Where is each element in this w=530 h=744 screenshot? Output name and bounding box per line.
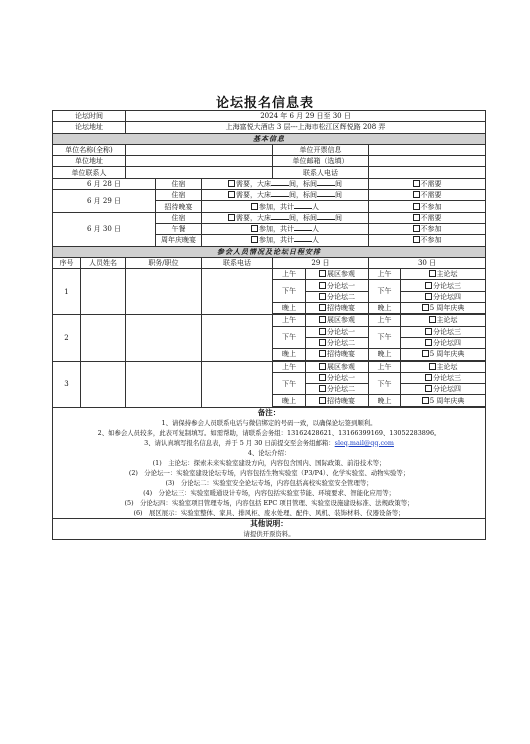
checkbox-icon[interactable] (319, 328, 326, 335)
checkbox-icon[interactable] (413, 203, 420, 210)
checkbox-icon[interactable] (422, 304, 429, 311)
participant-no: 3 (53, 361, 81, 407)
stay-label: 住宿 (156, 190, 202, 201)
opt-sub-forum-2[interactable]: 分论坛二 (306, 291, 369, 302)
opt-banquet[interactable]: 招待晚宴 (306, 303, 369, 314)
checkbox-icon[interactable] (429, 316, 436, 323)
page-title: 论坛报名信息表 (215, 96, 314, 111)
pm-label: 下午 (369, 326, 401, 349)
day-30-label: 6 月 30 日 (53, 212, 156, 246)
checkbox-icon[interactable] (319, 363, 326, 370)
checkbox-icon[interactable] (319, 293, 326, 300)
registration-form (52, 110, 486, 540)
pm-label: 下午 (273, 280, 306, 303)
checkbox-icon[interactable] (425, 374, 432, 381)
opt-sub-forum-4[interactable]: 分论坛四 (401, 337, 486, 348)
email-link[interactable]: sleq.mail@qq.com (334, 438, 394, 447)
participant-phone-field[interactable] (202, 361, 273, 407)
stay-28-no-need[interactable]: 不需要 (369, 178, 486, 189)
opt-main-forum[interactable]: 主论坛 (401, 361, 486, 372)
checkbox-icon[interactable] (429, 363, 436, 370)
note-line: 3、请认真填写报名信息表，并于 5 月 30 日前提交至会务组邮箱：sleq.mail@qq.com (144, 438, 394, 447)
eve-label: 晚上 (273, 349, 306, 360)
email-field[interactable] (369, 156, 486, 167)
participant-title-field[interactable] (126, 361, 202, 407)
checkbox-icon[interactable] (228, 191, 235, 198)
col-30: 30 日 (369, 257, 486, 268)
contact-phone-label: 联系人电话 (273, 167, 369, 178)
opt-exhibit[interactable]: 展区参观 (306, 269, 369, 280)
checkbox-icon[interactable] (425, 339, 432, 346)
contact-phone-field[interactable] (369, 167, 486, 178)
opt-anniversary[interactable]: 5 周年庆典 (401, 303, 486, 314)
note-item: (2) 分论坛一：实验室建设论坛专场，内容包括生物实验室（P3/P4）、化学实验室、动物实验等； (128, 468, 410, 477)
opt-sub-forum-1[interactable]: 分论坛一 (306, 372, 369, 383)
checkbox-icon[interactable] (251, 236, 258, 243)
checkbox-icon[interactable] (429, 270, 436, 277)
checkbox-icon[interactable] (425, 293, 432, 300)
contact-label: 单位联系人 (53, 167, 126, 178)
opt-sub-forum-1[interactable]: 分论坛一 (306, 280, 369, 291)
checkbox-icon[interactable] (319, 374, 326, 381)
participant-no: 2 (53, 315, 81, 361)
forum-address-label: 论坛地址 (53, 122, 126, 133)
checkbox-icon[interactable] (413, 236, 420, 243)
forum-time-label: 论坛时间 (53, 111, 126, 122)
note-line: 2、如参会人员较多，此表可复制填写。如需帮助，请联系会务组：13162428621、13166399169、13052283896。 (97, 428, 441, 437)
opt-sub-forum-2[interactable]: 分论坛二 (306, 384, 369, 395)
opt-sub-forum-3[interactable]: 分论坛三 (401, 280, 486, 291)
lunch-30-not-attend[interactable]: 不参加 (369, 223, 486, 234)
opt-sub-forum-3[interactable]: 分论坛三 (401, 326, 486, 337)
invoice-field[interactable] (369, 144, 486, 155)
checkbox-icon[interactable] (228, 214, 235, 221)
stay-label: 住宿 (156, 178, 202, 189)
other-text: 请提供开票资料。 (243, 529, 295, 538)
dinner-label: 招待晚宴 (156, 201, 202, 212)
pm-label: 下午 (273, 326, 306, 349)
stay-30-no-need[interactable]: 不需要 (369, 212, 486, 223)
opt-anniversary[interactable]: 5 周年庆典 (401, 395, 486, 406)
am-label: 上午 (273, 361, 306, 372)
other-section (53, 518, 486, 539)
checkbox-icon[interactable] (425, 282, 432, 289)
invoice-label: 单位开票信息 (273, 144, 369, 155)
col-29: 29 日 (273, 257, 369, 268)
checkbox-icon[interactable] (319, 304, 326, 311)
opt-sub-forum-2[interactable]: 分论坛二 (306, 337, 369, 348)
participant-title-field[interactable] (126, 269, 202, 315)
participant-no: 1 (53, 269, 81, 315)
opt-sub-forum-4[interactable]: 分论坛四 (401, 291, 486, 302)
checkbox-icon[interactable] (413, 225, 420, 232)
basic-info-header: 基本信息 (53, 133, 486, 144)
checkbox-icon[interactable] (425, 385, 432, 392)
opt-main-forum[interactable]: 主论坛 (401, 315, 486, 326)
forum-address-value: 上海富悦大酒店 3 层---上海市松江区辉悦路 208 弄 (126, 122, 486, 133)
checkbox-icon[interactable] (413, 191, 420, 198)
checkbox-icon[interactable] (319, 316, 326, 323)
participant-name-field[interactable] (81, 269, 126, 315)
am-label: 上午 (273, 269, 306, 280)
pm-label: 下午 (369, 280, 401, 303)
participant-phone-field[interactable] (202, 269, 273, 315)
anniversary-label: 周年庆晚宴 (156, 235, 202, 246)
notes-heading: 备注： (257, 407, 281, 417)
opt-exhibit[interactable]: 展区参观 (306, 315, 369, 326)
pm-label: 下午 (273, 372, 306, 395)
participant-title-field[interactable] (126, 315, 202, 361)
checkbox-icon[interactable] (319, 339, 326, 346)
notes-section (53, 407, 486, 518)
eve-label: 晚上 (273, 395, 306, 406)
stay-29-need[interactable]: 需要，大床 间，标间 间 (202, 190, 369, 201)
company-address-label: 单位地址 (53, 156, 126, 167)
company-name-label: 单位名称(全称) (53, 144, 126, 155)
col-phone: 联系电话 (202, 257, 273, 268)
checkbox-icon[interactable] (251, 225, 258, 232)
stay-29-no-need[interactable]: 不需要 (369, 190, 486, 201)
am-label: 上午 (369, 361, 401, 372)
checkbox-icon[interactable] (413, 180, 420, 187)
checkbox-icon[interactable] (422, 350, 429, 357)
participant-name-field[interactable] (81, 361, 126, 407)
participants-header: 参会人员情况及论坛日程安排 (53, 246, 486, 257)
checkbox-icon[interactable] (319, 350, 326, 357)
checkbox-icon[interactable] (251, 203, 258, 210)
am-label: 上午 (369, 269, 401, 280)
day-28-label: 6 月 28 日 (53, 178, 156, 189)
anniversary-30-attend[interactable]: 参加，共计 人 (202, 235, 369, 246)
stay-30-need[interactable]: 需要，大床 间，标间 间 (202, 212, 369, 223)
note-item: (6) 展区展示：实验室整体、家具、排风柜、废水处理、配件、风机、装饰材料、仪器设备等； (133, 508, 405, 517)
eve-label: 晚上 (369, 349, 401, 360)
checkbox-icon[interactable] (319, 270, 326, 277)
day-29-label: 6 月 29 日 (53, 190, 156, 213)
am-label: 上午 (369, 315, 401, 326)
opt-banquet[interactable]: 招待晚宴 (306, 349, 369, 360)
note-line: 1、请保持参会人员联系电话与微信绑定的号码一致，以确保论坛签到顺利。 (161, 418, 377, 427)
contact-field[interactable] (126, 167, 273, 178)
note-item: (5) 分论坛四：实验室项目管理专场，内容包括 EPC 项目管理、实验室设施建设标准、法规政策等； (124, 498, 414, 507)
note-line: 4、论坛介绍： (247, 448, 291, 457)
other-heading: 其他说明： (250, 518, 288, 528)
am-label: 上午 (273, 315, 306, 326)
stay-label: 住宿 (156, 212, 202, 223)
opt-sub-forum-1[interactable]: 分论坛一 (306, 326, 369, 337)
checkbox-icon[interactable] (319, 282, 326, 289)
eve-label: 晚上 (273, 303, 306, 314)
forum-time-value: 2024 年 6 月 29 日至 30 日 (126, 111, 486, 122)
checkbox-icon[interactable] (425, 328, 432, 335)
checkbox-icon[interactable] (319, 397, 326, 404)
checkbox-icon[interactable] (422, 397, 429, 404)
opt-anniversary[interactable]: 5 周年庆典 (401, 349, 486, 360)
opt-sub-forum-4[interactable]: 分论坛四 (401, 384, 486, 395)
checkbox-icon[interactable] (413, 214, 420, 221)
stay-28-need[interactable]: 需要，大床 间，标间 间 (202, 178, 369, 189)
checkbox-icon[interactable] (228, 180, 235, 187)
pm-label: 下午 (369, 372, 401, 395)
lunch-label: 午餐 (156, 223, 202, 234)
email-label: 单位邮箱（选填） (273, 156, 369, 167)
checkbox-icon[interactable] (319, 385, 326, 392)
eve-label: 晚上 (369, 303, 401, 314)
company-name-field[interactable] (126, 144, 273, 155)
note-item: (1) 主论坛：探索未来实验室建设方向，内容包含国内、国际政策、前沿技术等； (152, 458, 386, 467)
anniversary-30-not-attend[interactable]: 不参加 (369, 235, 486, 246)
opt-sub-forum-3[interactable]: 分论坛三 (401, 372, 486, 383)
eve-label: 晚上 (369, 395, 401, 406)
col-name: 人员姓名 (81, 257, 126, 268)
note-item: (3) 分论坛二：实验室安全论坛专场，内容包括高校实验室安全管理等； (165, 478, 373, 487)
dinner-29-not-attend[interactable]: 不参加 (369, 201, 486, 212)
col-title: 职务/职位 (126, 257, 202, 268)
dinner-29-attend[interactable]: 参加，共计 人 (202, 201, 369, 212)
participant-phone-field[interactable] (202, 315, 273, 361)
opt-banquet[interactable]: 招待晚宴 (306, 395, 369, 406)
opt-main-forum[interactable]: 主论坛 (401, 269, 486, 280)
col-no: 序号 (53, 257, 81, 268)
opt-exhibit[interactable]: 展区参观 (306, 361, 369, 372)
participant-name-field[interactable] (81, 315, 126, 361)
note-item: (4) 分论坛三：实验室暖通设计专场，内容包括实验室节能、环境要求、智能化应用等； (143, 488, 395, 497)
lunch-30-attend[interactable]: 参加，共计 人 (202, 223, 369, 234)
company-address-field[interactable] (126, 156, 273, 167)
